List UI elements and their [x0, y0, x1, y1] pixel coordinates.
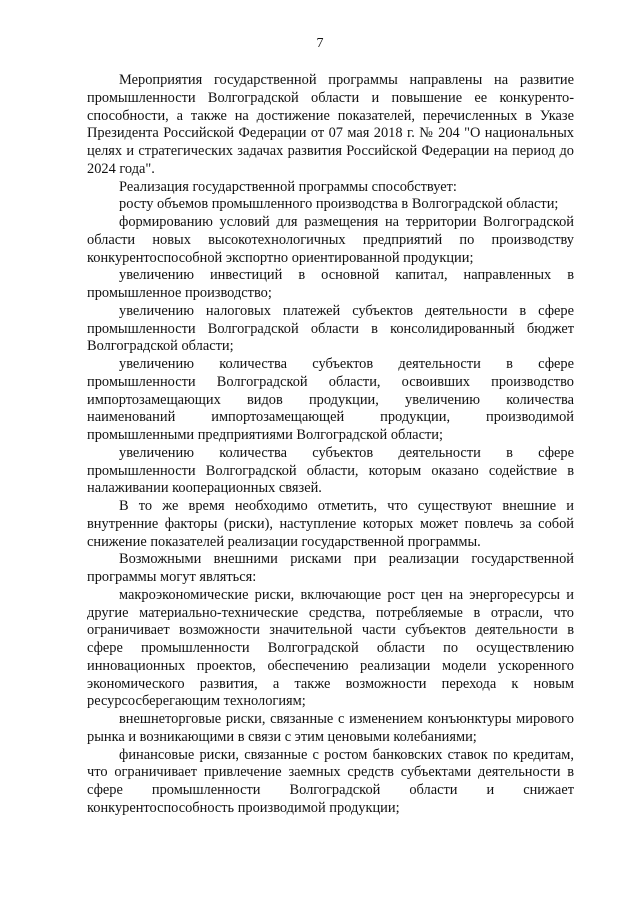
document-body [87, 72, 574, 818]
paragraph-risks-intro: В то же время необходимо отметить, что существуют внешние и внутренние факторы (риски), наступление которых может повлечь за собой снижение показателей реализации государственной программы. [87, 498, 574, 550]
paragraph-hightech-enterprises: формированию условий для размещения на территории Волгоградской области новых высокотехнологичных предприятий по производству конкурентоспособной экспортно ориентированной продукции; [87, 214, 574, 266]
paragraph-goals: Мероприятия государственной программы направлены на развитие промышленности Волгоградской области и повышение ее конкурентоспособности, а также на достижение показателей, перечисленных в Указе Президента Российской Федерации от 07 мая 2018 г. № 204 "О национальных целях и стратегических задачах развития Российской Федерации на период до 2024 года". [87, 72, 574, 177]
page-number: 7 [316, 36, 324, 51]
paragraph-import-substitution: увеличению количества субъектов деятельности в сфере промышленности Волгоградской области, освоивших производство импортозамещающих видов продукции, увеличению количества наименований импортозамещающей продукции, производимой промышленными предприятиями Волгоградской области; [87, 356, 574, 443]
paragraph-implementation-intro: Реализация государственной программы способствует: [119, 178, 457, 195]
paragraph-investments: увеличению инвестиций в основной капитал, направленных в промышленное производство; [87, 267, 574, 301]
paragraph-trade-risks: внешнеторговые риски, связанные с изменением конъюнктуры мирового рынка и возникающими в связи с этим ценовыми колебаниями; [87, 711, 574, 745]
paragraph-production-growth: росту объемов промышленного производства в Волгоградской области; [119, 196, 559, 213]
paragraph-tax-payments: увеличению налоговых платежей субъектов деятельности в сфере промышленности Волгоградской области в консолидированный бюджет Волгоградской области; [87, 302, 574, 355]
paragraph-external-risks: Возможными внешними рисками при реализации государственной программы могут являться: [87, 551, 574, 585]
paragraph-macro-risks: макроэкономические риски, включающие рост цен на энергоресурсы и другие материально-технические средства, потребляемые в отрасли, что ограничивает возможности значительной части субъектов деятельности в сфере промышленности Волгоградской области по осуществлению инновационных проектов, обеспечению реализации модели ускоренного экономического развития, а также возможности перехода к новым ресурсосберегающим технологиям; [87, 586, 574, 710]
paragraph-financial-risks: финансовые риски, связанные с ростом банковских ставок по кредитам, что ограничивает привлечение заемных средств субъектами деятельности в сфере промышленности Волгоградской области и снижает конкурентоспособность производимой продукции; [87, 746, 574, 816]
paragraph-cooperation: увеличению количества субъектов деятельности в сфере промышленности Волгоградской области, которым оказано содействие в налаживании кооперационных связей. [87, 444, 574, 497]
